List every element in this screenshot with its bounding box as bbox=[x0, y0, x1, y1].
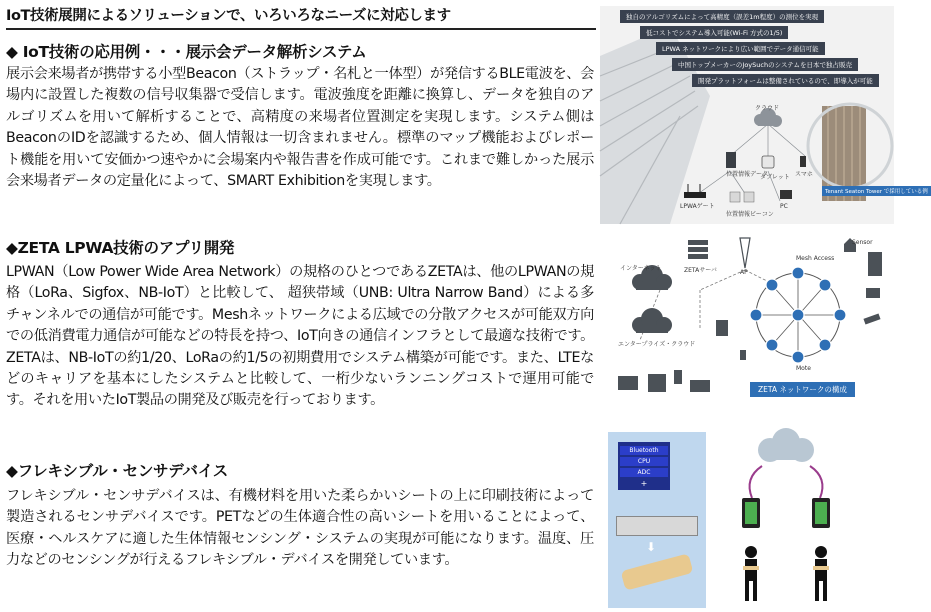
section-body-flexible-sensor: フレキシブル・センサデバイスは、有機材料を用いた柔らかいシートの上に印刷技術によって製造されるセンサデバイスです。PETなどの生体適合性の高いシートを用いることによって、医療・ヘルスケアに適した生体情報センシング・システムの実現が可能になります。温度、圧力などのセンシングが行えるフレキシブル・デバイスを開発しています。 bbox=[6, 488, 594, 569]
circuit-board-icon bbox=[616, 516, 698, 536]
phone-icon bbox=[674, 370, 682, 384]
cloud-label: 位置情報データ bbox=[726, 171, 769, 178]
section-heading-exhibition: ◆ IoT技術の応用例・・・展示会データ解析システム bbox=[6, 43, 367, 61]
building-icon bbox=[716, 320, 728, 336]
mote-label: Mote bbox=[796, 365, 811, 372]
exhibition-system-illustration bbox=[600, 6, 928, 224]
zeta-server-icon bbox=[688, 240, 708, 259]
phone-label: スマホ bbox=[795, 171, 813, 178]
enterprise-cloud-icon bbox=[632, 308, 672, 333]
pc-icon bbox=[780, 190, 792, 199]
chip-stack bbox=[618, 442, 670, 490]
beacon-icon bbox=[762, 156, 774, 168]
flexible-sensor-illustration bbox=[600, 428, 894, 608]
section-body-exhibition: 展示会来場者が携帯する小型Beacon（ストラップ・名札と一体型）が発信するBLE電波を、会場内に設置した複数の信号収集器で受信します。電波強度を距離に換算し、データを独自のアルゴリズムを用いて解析することで、高精度の来場者位置測定を実現します。システム側はBeaconのIDを認識するため、個人情報は一切含まれません。標準のマップ機能およびレポート機能を用いて安価かつ速やかに会場案内や報告書を作成可能です。これまで難しかった展示会来場者データの定量化によって、SMART Exhibitionを実現します。 bbox=[6, 66, 594, 190]
lpwa-gateway-icon bbox=[684, 192, 706, 198]
zeta-server-label: ZETAサーバ bbox=[684, 267, 717, 274]
section-body-zeta: LPWAN（Low Power Wide Area Network）の規格のひとつであるZETAは、他のLPWANの規格（LoRa、Sigfox、NB-IoT）と比較して、 超狭帯域（UNB: Ultra Narrow Band）による多チャンネルでの通信が可能です。Meshネットワークによる広域での分散アクセスが可能双方向での低消費電力通信が可能などの特長を持つ、IoT向きの通信インフラとして最適な技術です。ZETAは、NB-IoTの約1/20、LoRaの約1/5の初期費用でシステム構築が可能です。また、LTEなどのキャリアを基本にしたシステムと比較して、一桁少ないランニングコストで運用可能です。それを用いたIoT製品の開発及び販売を行っております。 bbox=[6, 264, 594, 409]
callout-cost: 低コストでシステム導入可能(Wi-Fi 方式の1/5) bbox=[640, 26, 788, 39]
callout-lpwa: LPWA ネットワークにより広い範囲でデータ通信可能 bbox=[656, 42, 825, 55]
mesh-node bbox=[766, 279, 778, 291]
tablet-label: タブレット bbox=[760, 174, 790, 181]
tower-note: Tenant Seaton Tower で採用している例 bbox=[822, 186, 931, 196]
page-title: IoT技術展開によるソリューションで、いろいろなニーズに対応します bbox=[6, 4, 596, 30]
sensor-label: Sensor bbox=[852, 239, 873, 246]
zeta-network-diagram bbox=[600, 230, 894, 410]
gateway-label: LPWAゲート bbox=[680, 203, 715, 210]
section-heading-zeta: ◆ZETA LPWA技術のアプリ開発 bbox=[6, 239, 235, 257]
person-icon bbox=[815, 546, 827, 601]
adc-chip: ADC bbox=[620, 468, 668, 477]
cpu-chip: CPU bbox=[620, 457, 668, 466]
person-icon bbox=[745, 546, 757, 601]
mesh-node bbox=[834, 309, 846, 321]
mesh-node bbox=[792, 309, 804, 321]
server-icon bbox=[726, 152, 736, 168]
beacon-label: 位置情報ビーコン bbox=[726, 211, 774, 218]
phone-icon bbox=[800, 156, 806, 167]
mesh-access-label: Mesh Access bbox=[796, 255, 835, 262]
mesh-node bbox=[750, 309, 762, 321]
mesh-node bbox=[766, 339, 778, 351]
pc-label: PC bbox=[780, 203, 788, 210]
callout-accuracy: 独自のアルゴリズムによって高精度（誤差1m程度）の測位を実現 bbox=[620, 10, 824, 23]
callout-joysuch: 中国トップメーカーのJoySuchのシステムを日本で独占販売 bbox=[672, 58, 858, 71]
internet-label: インターネット bbox=[620, 265, 662, 272]
cloud-caption: クラウド bbox=[755, 105, 780, 112]
bus-icon bbox=[866, 288, 880, 298]
mesh-node bbox=[819, 279, 831, 291]
mesh-node bbox=[792, 351, 804, 363]
mesh-node bbox=[819, 339, 831, 351]
mesh-node bbox=[792, 267, 804, 279]
bluetooth-chip: Bluetooth bbox=[620, 446, 668, 455]
cloud-icon bbox=[758, 428, 814, 462]
plus-sign: + bbox=[640, 479, 648, 488]
enterprise-cloud-label: エンタープライズ・クラウド bbox=[618, 341, 696, 348]
section-heading-flexible-sensor: ◆フレキシブル・センサデバイス bbox=[6, 462, 228, 480]
monitor-icon bbox=[618, 376, 638, 390]
ap-tower-icon bbox=[740, 238, 750, 268]
escalator-icon bbox=[863, 313, 880, 324]
ap-label: AP bbox=[740, 269, 748, 276]
meter-icon bbox=[740, 350, 746, 360]
callout-platform: 開発プラットフォームは整備されているので、即導入が可能 bbox=[692, 74, 879, 87]
sensor-building-icon bbox=[868, 252, 882, 276]
tablet-icon bbox=[648, 374, 666, 392]
laptop-icon bbox=[690, 380, 710, 392]
down-arrow-icon: ⬇ bbox=[646, 540, 657, 554]
zeta-network-caption: ZETA ネットワークの構成 bbox=[750, 382, 855, 397]
